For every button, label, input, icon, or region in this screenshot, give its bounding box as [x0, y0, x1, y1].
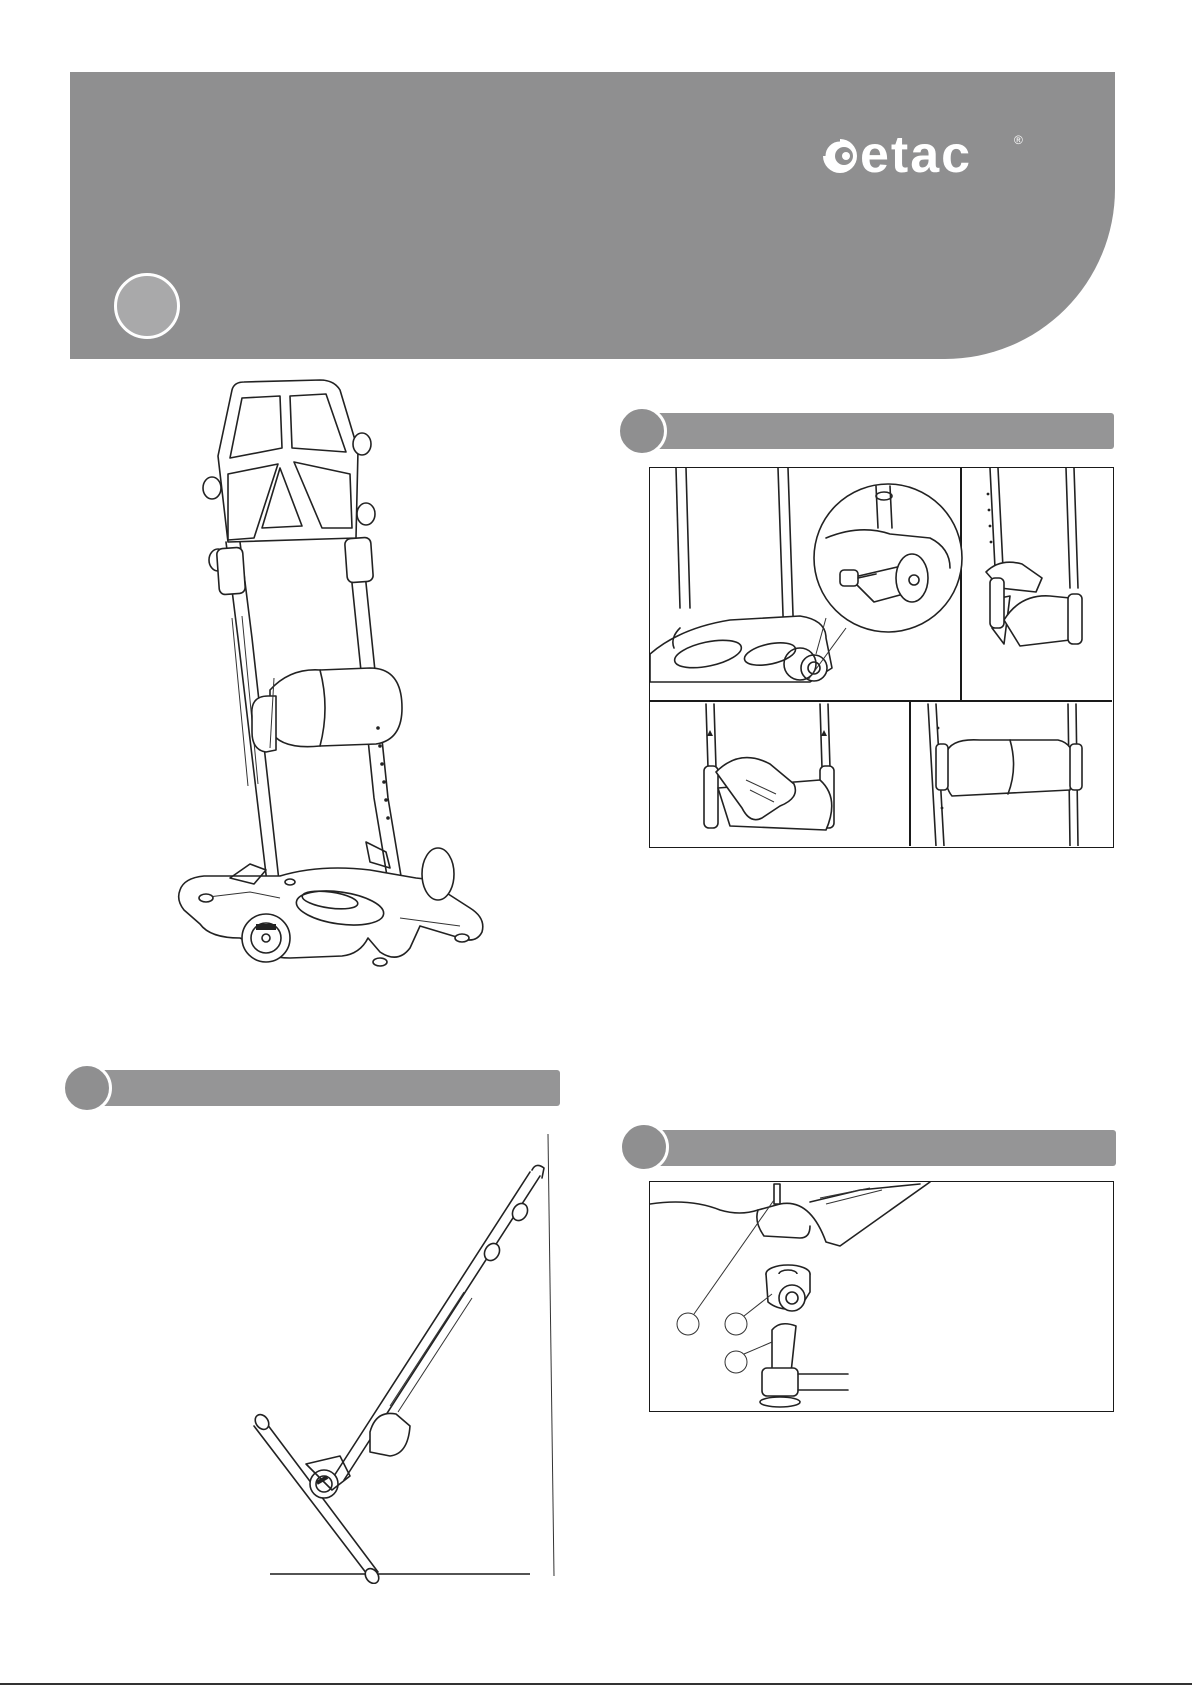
brand-name: etac — [860, 126, 973, 184]
panel-b-illustration — [986, 468, 1082, 646]
figure-caster-assembly — [649, 1181, 1114, 1412]
section-bar-1 — [650, 413, 1114, 449]
section-number-circle-3 — [619, 1122, 669, 1172]
registered-mark: ® — [1014, 133, 1023, 147]
section-bar-3 — [652, 1130, 1116, 1166]
etac-logo — [818, 126, 1028, 186]
tilted-frame-illustration — [240, 1128, 560, 1584]
header-band — [70, 72, 1115, 359]
etac-logo-icon — [818, 126, 1028, 186]
section-number-circle-1 — [617, 406, 667, 456]
section-bar-2 — [96, 1070, 560, 1106]
figure-assembly-steps — [649, 467, 1114, 848]
language-marker-circle — [114, 273, 180, 339]
product-illustration — [170, 378, 550, 1038]
panel-a-illustration — [650, 468, 962, 682]
section-number-circle-2 — [62, 1063, 112, 1113]
panel-d-illustration — [928, 704, 1082, 846]
panel-c-illustration — [704, 704, 834, 830]
